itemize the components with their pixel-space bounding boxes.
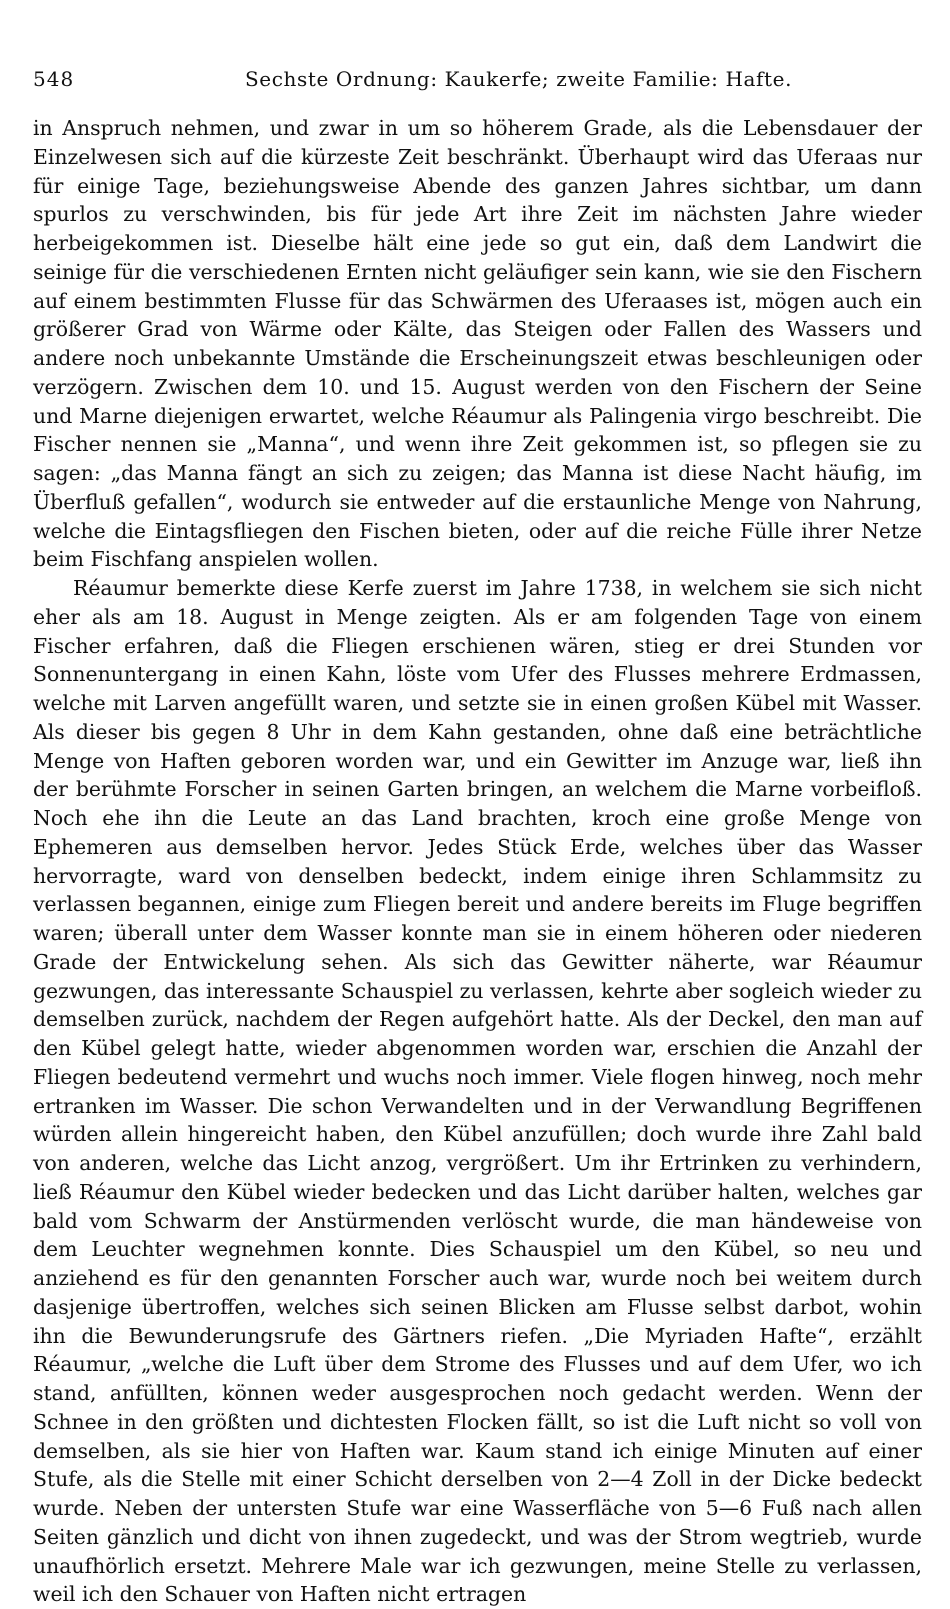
paragraph-reaumur-observation: Réaumur bemerkte diese Kerfe zuerst im Jahre 1738, in welchem sie sich nicht eher als am 18. August in Menge zeigten. Als er am folgenden Tage von einem Fischer erfahren, daß die Fliegen erschienen wären, stieg er drei Stunden vor Sonnenuntergang in einen Kahn, löste vom Ufer des Flusses mehrere Erdmassen, welche mit Larven angefüllt waren, und setzte sie in einen großen Kübel mit Wasser. Als dieser bis gegen 8 Uhr in dem Kahn gestanden, ohne daß eine beträchtliche Menge von Haften geboren worden war, und ein Gewitter im Anzuge war, ließ ihn der berühmte Forscher in seinen Garten bringen, an welchem die Marne vorbeifloß. Noch ehe ihn die Leute an das Land brachten, kroch eine große Menge von Ephemeren aus demselben hervor. Jedes Stück Erde, welches über das Wasser hervorragte, ward von denselben bedeckt, indem einige ihren Schlammsitz zu verlassen begannen, einige zum Fliegen bereit und andere bereits im Fluge begriffen waren; überall unter dem Wasser konnte man sie in einem höheren oder niederen Grade der Entwickelung sehen. Als sich das Gewitter näherte, war Réaumur gezwungen, das interessante Schauspiel zu verlassen, kehrte aber sogleich wieder zu demselben zurück, nachdem der Regen aufgehört hatte. Als der Deckel, den man auf den Kübel gelegt hatte, wieder abgenommen worden war, erschien die Anzahl der Fliegen bedeutend vermehrt und wuchs noch immer. Viele flogen hinweg, noch mehr ertranken im Wasser. Die schon Verwandelten und in der Verwandlung Begriffenen würden allein hingereicht haben, den Kübel anzufüllen; doch wurde ihre Zahl bald von anderen, welche das Licht anzog, vergrößert. Um ihr Ertrinken zu verhindern, ließ Réaumur den Kübel wieder bedecken und das Licht darüber halten, welches gar bald vom Schwarm der Anstürmenden verlöscht wurde, die man händeweise von dem Leuchter wegnehmen konnte. Dies Schauspiel um den Kübel, so neu und anziehend es für den genannten Forscher auch war, wurde noch bei weitem durch dasjenige übertroffen, welches sich seinen Blicken am Flusse selbst darbot, wohin ihn die Bewunderungsrufe des Gärtners riefen. „Die Myriaden Hafte“, erzählt Réaumur, „welche die Luft über dem Strome des Flusses und auf dem Ufer, wo ich stand, anfüllten, können weder ausgesprochen noch gedacht werden. Wenn der Schnee in den größten und dichtesten Flocken fällt, so ist die Luft nicht so voll von demselben, als sie hier von Haften war. Kaum stand ich einige Minuten auf einer Stufe, als die Stelle mit einer Schicht derselben von 2—4 Zoll in der Dicke bedeckt wurde. Neben der untersten Stufe war eine Wasserfläche von 5—6 Fuß nach allen Seiten gänzlich und dicht von ihnen zugedeckt, und was der Strom wegtrieb, wurde unaufhörlich ersetzt. Mehrere Male war ich gezwungen, meine Stelle zu verlassen, weil ich den Schauer von Haften nicht ertragen — [33, 576, 922, 1607]
page-number: 548 — [33, 67, 75, 91]
paragraph-continued: in Anspruch nehmen, und zwar in um so höherem Grade, als die Lebensdauer der Einzelwesen sich auf die kürzeste Zeit beschränkt. Überhaupt wird das Uferaas nur für einige Tage, beziehungsweise Abende des ganzen Jahres sichtbar, um dann spurlos zu verschwinden, bis für jede Art ihre Zeit im nächsten Jahre wieder herbeigekommen ist. Dieselbe hält eine jede so gut ein, daß dem Landwirt die seinige für die verschiedenen Ernten nicht geläufiger sein kann, wie sie den Fischern auf einem bestimmten Flusse für das Schwärmen des Uferaases ist, mögen auch ein größerer Grad von Wärme oder Kälte, das Steigen oder Fallen des Wassers und andere noch unbekannte Umstände die Erscheinungszeit etwas beschleunigen oder verzögern. Zwischen dem 10. und 15. August werden von den Fischern der Seine und Marne diejenigen erwartet, welche Réaumur als Palingenia virgo beschreibt. Die Fischer nennen sie „Manna“, und wenn ihre Zeit gekommen ist, so pflegen sie zu sagen: „das Manna fängt an sich zu zeigen; das Manna ist diese Nacht häufig, im Überfluß gefallen“, wodurch sie entweder auf die erstaunliche Menge von Nahrung, welche die Eintagsfliegen den Fischen bieten, oder auf die reiche Fülle ihrer Netze beim Fischfang anspielen wollen. — [33, 116, 922, 572]
body-text — [33, 114, 922, 1609]
running-head — [33, 64, 922, 94]
running-title: Sechste Ordnung: Kaukerfe; zweite Familie: Hafte. — [245, 67, 793, 91]
